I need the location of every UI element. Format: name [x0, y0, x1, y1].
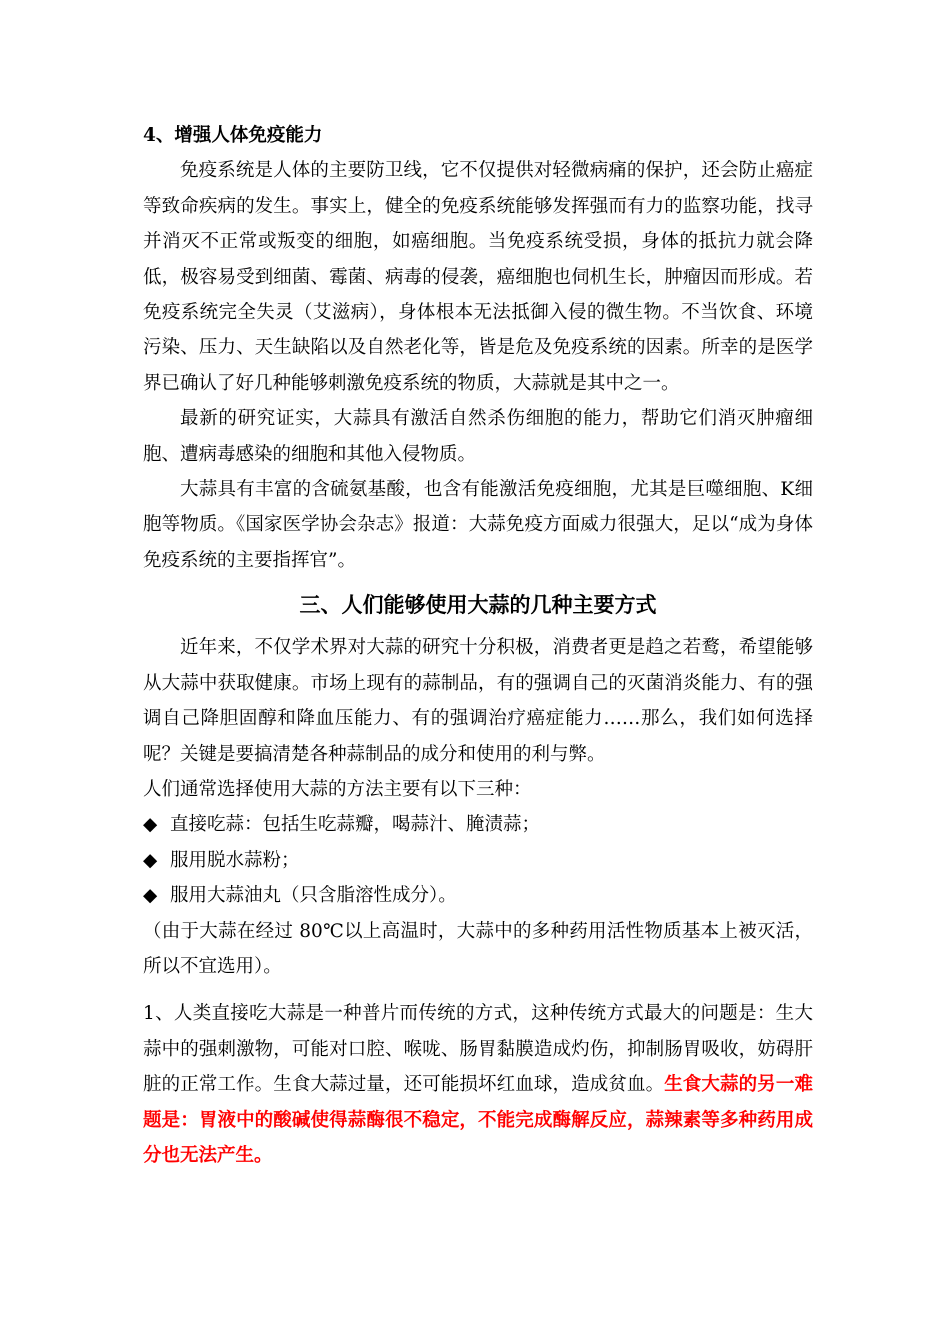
- diamond-bullet-icon: ◆: [143, 849, 158, 871]
- paragraph-methods-intro: 人们通常选择使用大蒜的方法主要有以下三种：: [143, 778, 532, 800]
- section-3-heading: 三、人们能够使用大蒜的几种主要方式: [299, 592, 657, 618]
- list-item-text: 直接吃蒜：包括生吃蒜瓣，喝蒜汁、腌渍蒜；: [170, 814, 541, 836]
- section-4-heading: 4、增强人体免疫能力: [143, 125, 323, 146]
- list-item-text: 服用脱水蒜粉；: [170, 849, 300, 871]
- paragraph-direct-eating: [143, 996, 813, 1173]
- list-item: [143, 843, 813, 878]
- highlighted-warning-text: 生食大蒜的另一难题是：胃液中的酸碱使得蒜酶很不稳定，不能完成酶解反应，蒜辣素等多种药用成分也无法产生。: [143, 1074, 813, 1166]
- paragraph-amino-acids: 大蒜具有丰富的含硫氨基酸，也含有能激活免疫细胞，尤其是巨噬细胞、K细胞等物质。《国家医学协会杂志》报道：大蒜免疫方面威力很强大，足以“成为身体免疫系统的主要指挥官”。: [143, 479, 813, 571]
- paragraph-direct-eating-text: 1、人类直接吃大蒜是一种普片而传统的方式，这种传统方式最大的问题是：生大蒜中的强刺激物，可能对口腔、喉咙、肠胃黏膜造成灼伤，抑制肠胃吸收，妨碍肝脏的正常工作。生食大蒜过量，还可能损坏红血球，造成贫血。: [143, 1003, 813, 1096]
- paragraph-research: 最新的研究证实，大蒜具有激活自然杀伤细胞的能力，帮助它们消灭肿瘤细胞、遭病毒感染的细胞和其他入侵物质。: [143, 408, 813, 465]
- diamond-bullet-icon: ◆: [143, 885, 158, 907]
- diamond-bullet-icon: ◆: [143, 814, 158, 836]
- paragraph-note: （由于大蒜在经过 80℃以上高温时，大蒜中的多种药用活性物质基本上被灭活，所以不宜选用）。: [143, 920, 813, 977]
- list-item: [143, 807, 813, 842]
- paragraph-market: 近年来，不仅学术界对大蒜的研究十分积极，消费者更是趋之若鹜，希望能够从大蒜中获取健康。市场上现有的蒜制品，有的强调自己的灭菌消炎能力、有的强调自己降胆固醇和降血压能力、有的强调治疗癌症能力……那么，我们如何选择呢？关键是要搞清楚各种蒜制品的成分和使用的利与弊。: [143, 637, 813, 765]
- paragraph-immune-system: 免疫系统是人体的主要防卫线，它不仅提供对轻微病痛的保护，还会防止癌症等致命疾病的发生。事实上，健全的免疫系统能够发挥强而有力的监察功能，找寻并消灭不正常或叛变的细胞，如癌细胞。当免疫系统受损，身体的抵抗力就会降低，极容易受到细菌、霉菌、病毒的侵袭，癌细胞也伺机生长，肿瘤因而形成。若免疫系统完全失灵（艾滋病），身体根本无法抵御入侵的微生物。不当饮食、环境污染、压力、天生缺陷以及自然老化等，皆是危及免疫系统的因素。所幸的是医学界已确认了好几种能够刺激免疫系统的物质，大蒜就是其中之一。: [143, 160, 813, 394]
- list-item-text: 服用大蒜油丸（只含脂溶性成分）。: [170, 885, 457, 907]
- list-item: [143, 878, 813, 913]
- document-page: [143, 118, 813, 1173]
